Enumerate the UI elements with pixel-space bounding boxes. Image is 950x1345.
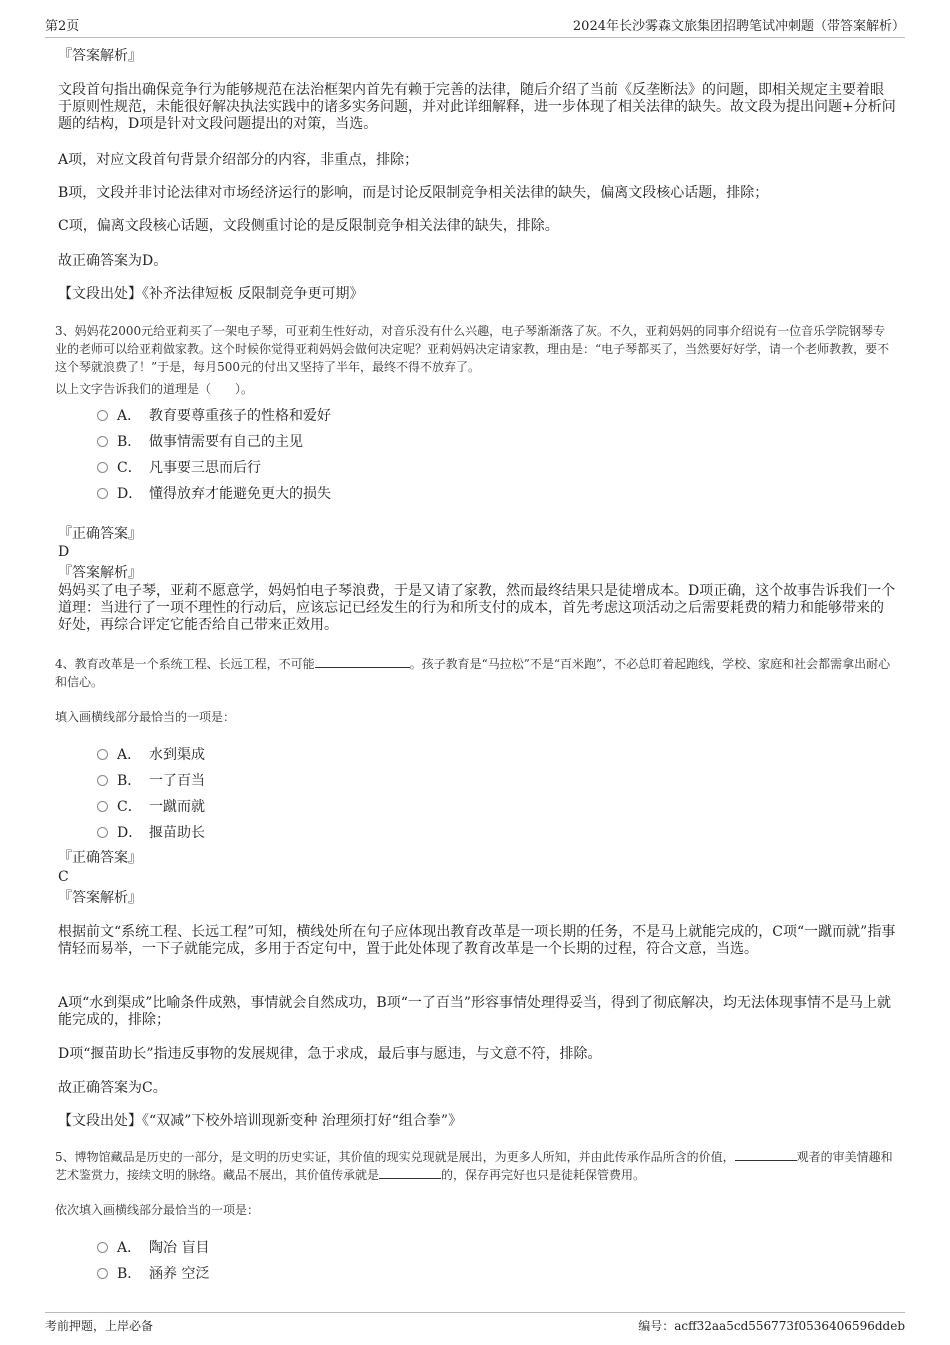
- radio-icon[interactable]: [97, 775, 108, 786]
- analysis-paragraph: 文段首句指出确保竞争行为能够规范在法治框架内首先有赖于完善的法律，随后介绍了当前《反垄断法》的问题，即相关规定主要着眼于原则性规范，未能很好解决执法实践中的诸多实务问题，并对此详细解释，进一步体现了相关法律的缺失。故文段为提出问题+分析问题的结构，D项是针对文段问题提出的对策，当选。: [58, 82, 896, 132]
- radio-icon[interactable]: [97, 410, 108, 421]
- blank-line: [379, 1166, 441, 1179]
- q4-source-citation: 【文段出处】《“双减”下校外培训现新变种 治理须打好“组合拳”》: [58, 1113, 463, 1129]
- q4-option-b[interactable]: B． 一了百当: [97, 770, 205, 790]
- blank-line: [315, 655, 410, 668]
- q3-option-b[interactable]: B． 做事情需要有自己的主见: [97, 431, 303, 451]
- q4-option-c[interactable]: C． 一蹴而就: [97, 796, 205, 816]
- q3-option-a[interactable]: A． 教育要尊重孩子的性格和爱好: [97, 405, 331, 425]
- q3-option-c[interactable]: C． 凡事要三思而后行: [97, 457, 261, 477]
- radio-icon[interactable]: [97, 827, 108, 838]
- document-title: 2024年长沙雾森文旅集团招聘笔试冲刺题（带答案解析）: [572, 19, 905, 34]
- q5-option-a[interactable]: A． 陶冶 盲目: [97, 1237, 209, 1257]
- analysis-label: 『答案解析』: [58, 48, 142, 64]
- q3-option-d[interactable]: D． 懂得放弃才能避免更大的损失: [97, 483, 331, 503]
- analysis-option-c: C项，偏离文段核心话题，文段侧重讨论的是反限制竞争相关法律的缺失，排除。: [58, 218, 559, 234]
- q4-answer-statement: 故正确答案为C。: [58, 1080, 167, 1096]
- analysis-option-b: B项，文段并非讨论法律对市场经济运行的影响，而是讨论反限制竞争相关法律的缺失，偏离文段核心话题，排除；: [58, 185, 769, 201]
- q4-analysis-paragraph-3: D项“揠苗助长”指违反事物的发展规律，急于求成，最后事与愿违，与文意不符，排除。: [58, 1046, 602, 1062]
- radio-icon[interactable]: [97, 462, 108, 473]
- q3-analysis: 妈妈买了电子琴，亚莉不愿意学，妈妈怕电子琴浪费，于是又请了家教，然而最终结果只是徒增成本。D项正确，这个故事告诉我们一个道理：当进行了一项不理性的行动后，应该忘记已经发生的行为和所支付的成本，首先考虑这项活动之后需要耗费的精力和能够带来的好处，再综合评定它能否给自己带来正效用。: [58, 583, 896, 633]
- radio-icon[interactable]: [97, 436, 108, 447]
- q4-correct-label: 『正确答案』: [58, 850, 142, 866]
- question-3-text: 3、妈妈花2000元给亚莉买了一架电子琴，可亚莉生性好动，对音乐没有什么兴趣，电子琴渐渐落了灰。不久，亚莉妈妈的同事介绍说有一位音乐学院钢琴专业的老师可以给亚莉做家教。这个时候你觉得亚莉妈妈会做何决定呢？亚莉妈妈决定请家教，理由是：“电子琴都买了，当然要好好学，请一个老师教教，要不这个琴就浪费了！”于是，每月500元的付出又坚持了半年，最终不得不放弃了。: [55, 324, 890, 374]
- page-number: 第2页: [45, 19, 80, 34]
- radio-icon[interactable]: [97, 1268, 108, 1279]
- document-code: 编号：acff32aa5cd556773f0536406596ddeb: [638, 1319, 905, 1333]
- q3-correct-label: 『正确答案』: [58, 526, 142, 542]
- radio-icon[interactable]: [97, 1242, 108, 1253]
- q4-analysis-paragraph-1: 根据前文“系统工程、长远工程”可知，横线处所在句子应体现出教育改革是一项长期的任务，不是马上就能完成的，C项“一蹴而就”指事情轻而易举，一下子就能完成，多用于否定句中，置于此处体现了教育改革是一个长期的过程，符合文意，当选。: [58, 924, 896, 957]
- q5-option-b[interactable]: B． 涵养 空泛: [97, 1263, 209, 1283]
- q3-analysis-label: 『答案解析』: [58, 565, 142, 581]
- q4-correct-answer: C: [58, 869, 69, 885]
- q4-analysis-paragraph-2: A项“水到渠成”比喻条件成熟，事情就会自然成功，B项“一了百当”形容事情处理得妥当，得到了彻底解决，均无法体现事情不是马上就能完成的，排除；: [58, 995, 892, 1028]
- radio-icon[interactable]: [97, 488, 108, 499]
- q4-option-d[interactable]: D． 揠苗助长: [97, 822, 205, 842]
- question-3-prompt: 以上文字告诉我们的道理是（ ）。: [55, 382, 254, 396]
- radio-icon[interactable]: [97, 749, 108, 760]
- question-4-prompt: 填入画横线部分最恰当的一项是：: [55, 710, 236, 724]
- q3-correct-answer: D: [58, 544, 70, 560]
- question-5-text: 5、博物馆藏品是历史的一部分，是文明的历史实证，其价值的现实兑现就是展出，为更多人所知，并由此传承作品所含的价值， 观者的审美情趣和艺术鉴赏力，接续文明的脉络。藏品不展出，其价值传承就是 的，保存再完好也只是徒耗保管费用。: [55, 1150, 893, 1182]
- analysis-option-a: A项，对应文段首句背景介绍部分的内容，非重点，排除；: [58, 152, 419, 168]
- page-header: [45, 12, 905, 38]
- q4-analysis-label: 『答案解析』: [58, 890, 142, 906]
- source-citation: 【文段出处】《补齐法律短板 反限制竞争更可期》: [58, 286, 364, 302]
- blank-line: [735, 1148, 797, 1161]
- question-5-prompt: 依次填入画横线部分最恰当的一项是：: [55, 1203, 260, 1217]
- q4-option-a[interactable]: A． 水到渠成: [97, 744, 205, 764]
- radio-icon[interactable]: [97, 801, 108, 812]
- answer-statement: 故正确答案为D。: [58, 253, 168, 269]
- question-4-text: 4、教育改革是一个系统工程、长远工程，不可能 。孩子教育是“马拉松”不是“百米跑”，不必总盯着起跑线，学校、家庭和社会都需拿出耐心和信心。: [55, 657, 891, 689]
- page-footer: [45, 1312, 905, 1334]
- footer-slogan: 考前押题，上岸必备: [45, 1319, 154, 1333]
